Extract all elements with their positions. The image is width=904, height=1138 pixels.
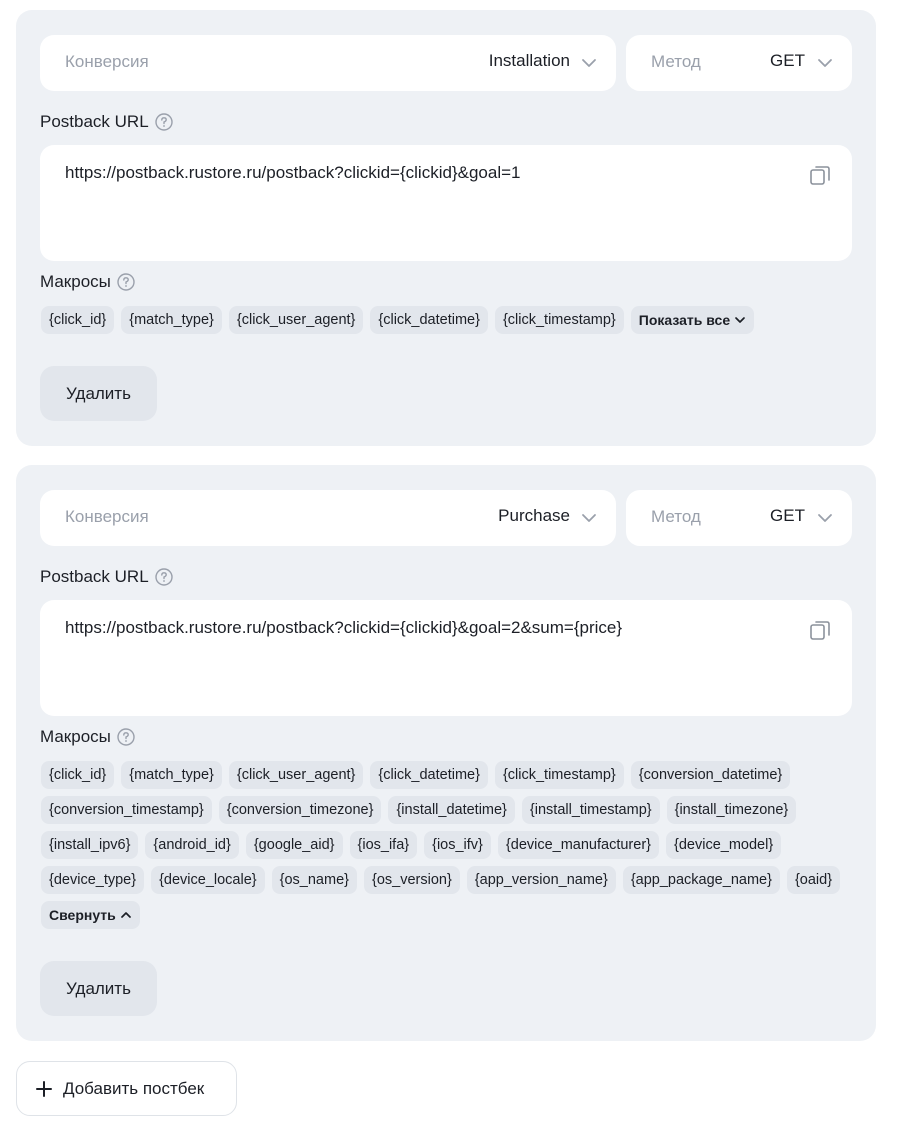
show-all-macros-toggle[interactable]	[631, 306, 754, 334]
plus-icon	[35, 1080, 53, 1098]
conversion-placeholder: Конверсия	[65, 507, 149, 526]
macro-chip[interactable]: {install_datetime}	[388, 796, 514, 824]
conversion-value: Purchase	[498, 506, 570, 525]
macro-chip[interactable]: {ios_ifv}	[424, 831, 491, 859]
postback-url-label-text: Postback URL	[40, 567, 149, 586]
macro-chip[interactable]: {click_id}	[41, 306, 114, 334]
conversion-placeholder: Конверсия	[65, 52, 149, 71]
macro-chip[interactable]: {match_type}	[121, 306, 222, 334]
method-placeholder: Метод	[651, 52, 701, 71]
macro-chip[interactable]: {device_type}	[41, 866, 144, 894]
macro-chip[interactable]: {install_timezone}	[667, 796, 797, 824]
delete-button[interactable]: Удалить	[40, 961, 157, 1016]
macros-toggle-label: Показать все	[638, 312, 731, 328]
method-value: GET	[770, 51, 805, 70]
macro-chip[interactable]: {conversion_timezone}	[219, 796, 382, 824]
method-select[interactable]	[626, 35, 852, 91]
macro-chip[interactable]: {app_version_name}	[467, 866, 616, 894]
macro-chip[interactable]: {device_manufacturer}	[498, 831, 659, 859]
macros-label	[40, 272, 135, 292]
method-placeholder: Метод	[651, 507, 701, 526]
macros-toggle-label: Свернуть	[49, 907, 116, 923]
macro-chip[interactable]: {android_id}	[145, 831, 238, 859]
postback-url-field[interactable]	[40, 600, 852, 716]
macro-chip[interactable]: {oaid}	[787, 866, 840, 894]
method-select[interactable]	[626, 490, 852, 546]
macro-chip[interactable]: {click_datetime}	[370, 306, 488, 334]
add-postback-button[interactable]	[16, 1061, 237, 1116]
macro-chip[interactable]: {app_package_name}	[623, 866, 780, 894]
macro-chip[interactable]: {click_id}	[41, 761, 114, 789]
macro-chip[interactable]: {click_user_agent}	[229, 306, 364, 334]
macros-list	[41, 761, 861, 929]
macro-chip[interactable]: {ios_ifa}	[350, 831, 418, 859]
chevron-down-icon	[580, 509, 598, 527]
macro-chip[interactable]: {install_ipv6}	[41, 831, 138, 859]
help-circle-icon[interactable]	[155, 568, 173, 586]
macros-label-text: Макросы	[40, 272, 111, 291]
macro-chip[interactable]: {device_model}	[666, 831, 781, 859]
macro-chip[interactable]: {click_timestamp}	[495, 761, 624, 789]
macros-list	[41, 306, 861, 334]
copy-icon[interactable]	[808, 618, 832, 642]
chevron-down-icon	[816, 509, 834, 527]
postback-url-label	[40, 112, 173, 132]
macros-label	[40, 727, 135, 747]
help-circle-icon[interactable]	[155, 113, 173, 131]
macro-chip[interactable]: {install_timestamp}	[522, 796, 660, 824]
macro-chip[interactable]: {click_timestamp}	[495, 306, 624, 334]
postback-url-value: https://postback.rustore.ru/postback?clickid={clickid}&goal=2&sum={price}	[65, 618, 623, 637]
help-circle-icon[interactable]	[117, 728, 135, 746]
macro-chip[interactable]: {google_aid}	[246, 831, 343, 859]
conversion-select[interactable]	[40, 490, 616, 546]
collapse-macros-toggle[interactable]	[41, 901, 140, 929]
copy-icon[interactable]	[808, 163, 832, 187]
macro-chip[interactable]: {os_version}	[364, 866, 460, 894]
postback-url-label	[40, 567, 173, 587]
postback-card-2	[16, 465, 876, 1041]
macro-chip[interactable]: {conversion_timestamp}	[41, 796, 212, 824]
macro-chip[interactable]: {os_name}	[272, 866, 357, 894]
postback-card-1	[16, 10, 876, 446]
macro-chip[interactable]: {device_locale}	[151, 866, 265, 894]
postback-url-value: https://postback.rustore.ru/postback?clickid={clickid}&goal=1	[65, 163, 521, 182]
macros-label-text: Макросы	[40, 727, 111, 746]
chevron-down-icon	[734, 314, 746, 326]
macro-chip[interactable]: {match_type}	[121, 761, 222, 789]
macro-chip[interactable]: {conversion_datetime}	[631, 761, 791, 789]
add-postback-label: Добавить постбек	[63, 1078, 205, 1098]
postback-url-field[interactable]	[40, 145, 852, 261]
macro-chip[interactable]: {click_user_agent}	[229, 761, 364, 789]
chevron-up-icon	[120, 909, 132, 921]
chevron-down-icon	[580, 54, 598, 72]
postback-url-label-text: Postback URL	[40, 112, 149, 131]
help-circle-icon[interactable]	[117, 273, 135, 291]
delete-button[interactable]: Удалить	[40, 366, 157, 421]
chevron-down-icon	[816, 54, 834, 72]
conversion-select[interactable]	[40, 35, 616, 91]
method-value: GET	[770, 506, 805, 525]
macro-chip[interactable]: {click_datetime}	[370, 761, 488, 789]
conversion-value: Installation	[488, 51, 570, 70]
